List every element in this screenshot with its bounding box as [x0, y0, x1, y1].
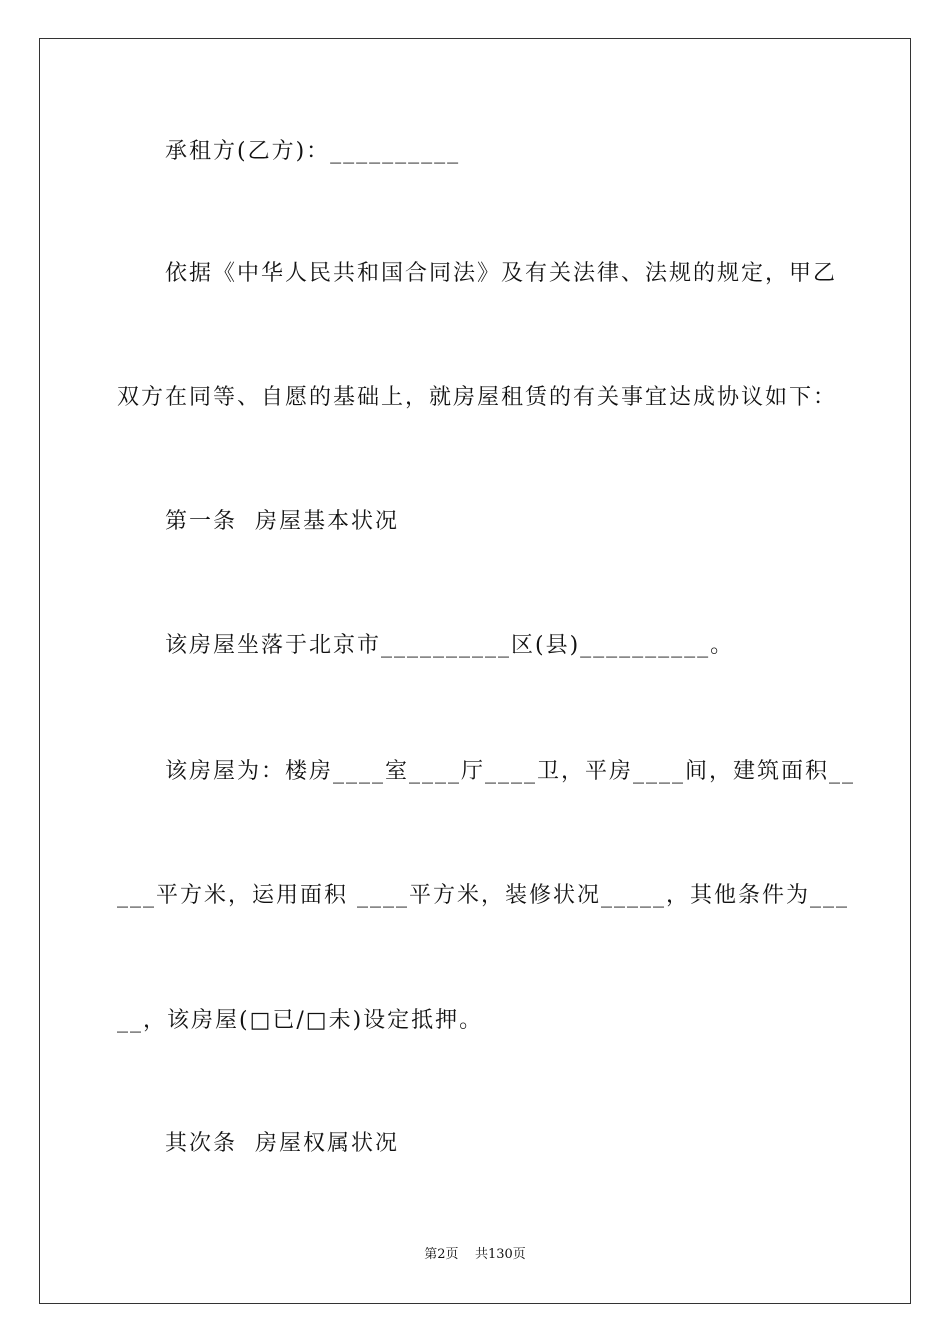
property-description-line-3: __，该房屋(□已/□未)设定抵押。	[117, 1008, 484, 1033]
paragraph-intro-line-1: 依据《中华人民共和国合同法》及有关法律、法规的规定，甲乙	[165, 261, 838, 286]
property-description-line-2: ___平方米，运用面积 ____平方米，装修状况_____，其他条件为___	[117, 883, 849, 908]
lessee-line: 承租方(乙方)：__________	[165, 139, 461, 164]
page-number-footer: 第2页 共130页	[424, 1247, 526, 1262]
article-2-heading: 其次条 房屋权属状况	[165, 1131, 399, 1156]
property-description-line-1: 该房屋为：楼房____室____厅____卫，平房____间，建筑面积__	[165, 759, 856, 784]
property-location-line: 该房屋坐落于北京市__________区(县)__________。	[165, 633, 735, 658]
page-border	[39, 38, 911, 1304]
paragraph-intro-line-2: 双方在同等、自愿的基础上，就房屋租赁的有关事宜达成协议如下：	[117, 385, 838, 410]
article-1-heading: 第一条 房屋基本状况	[165, 509, 399, 534]
